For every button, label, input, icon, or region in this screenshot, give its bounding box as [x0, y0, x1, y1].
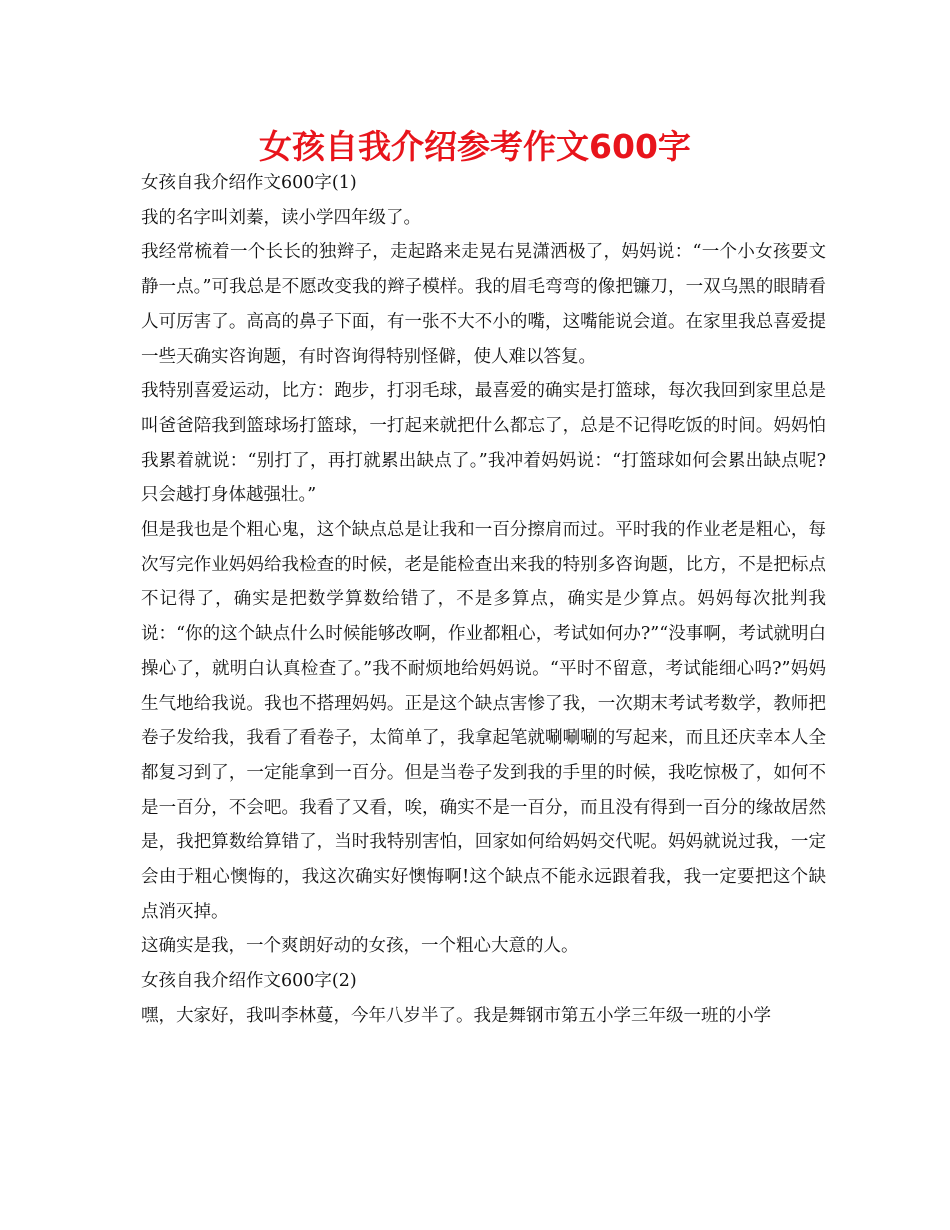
paragraph-second-intro: 嘿，大家好，我叫李林蔓，今年八岁半了。我是舞钢市第五小学三年级一班的小学 — [141, 1005, 771, 1026]
paragraph-name-intro: 我的名字叫刘蓁，读小学四年级了。 — [141, 207, 421, 228]
section-heading-1: 女孩自我介绍作文600字(1) — [141, 173, 357, 193]
document-body — [141, 166, 826, 1034]
paragraph-conclusion: 这确实是我，一个爽朗好动的女孩，一个粗心大意的人。 — [141, 936, 579, 957]
document-title: 女孩自我介绍参考作文600字 — [259, 127, 691, 166]
paragraph-carelessness: 但是我也是个粗心鬼，这个缺点总是让我和一百分擦肩而过。平时我的作业老是粗心，每次写完作业妈妈给我检查的时候，老是能检查出来我的特别多咨询题，比方，不是把标点不记得了，确实是把数学算数给错了，不是多算点，确实是少算点。妈妈每次批判我说：“你的这个缺点什么时候能够改啊，作业都粗心，考试如何办?”“没事啊，考试就明白操心了，就明白认真检查了。”我不耐烦地给妈妈说。“平时不留意，考试能细心吗?”妈妈生气地给我说。我也不搭理妈妈。正是这个缺点害惨了我，一次期末考试考数学，教师把卷子发给我，我看了看卷子，太简单了，我拿起笔就唰唰唰的写起来，而且还庆幸本人全都复习到了，一定能拿到一百分。但是当卷子发到我的手里的时候，我吃惊极了，如何不是一百分，不会吧。我看了又看，唉，确实不是一百分，而且没有得到一百分的缘故居然是，我把算数给算错了，当时我特别害怕，回家如何给妈妈交代呢。妈妈就说过我，一定会由于粗心懊悔的，我这次确实好懊悔啊!这个缺点不能永远跟着我，我一定要把这个缺点消灭掉。 — [141, 520, 826, 922]
paragraph-appearance: 我经常梳着一个长长的独辫子，走起路来走晃右晃潇洒极了，妈妈说：“一个小女孩要文静一点。”可我总是不愿改变我的辫子模样。我的眉毛弯弯的像把镰刀，一双乌黑的眼睛看人可厉害了。高高的鼻子下面，有一张不大不小的嘴，这嘴能说会道。在家里我总喜爱提一些天确实咨询题，有时咨询得特别怪僻，使人难以答复。 — [141, 242, 826, 367]
section-heading-2: 女孩自我介绍作文600字(2) — [141, 971, 357, 992]
paragraph-sports: 我特别喜爱运动，比方：跑步，打羽毛球，最喜爱的确实是打篮球，每次我回到家里总是叫爸爸陪我到篮球场打篮球，一打起来就把什么都忘了，总是不记得吃饭的时间。妈妈怕我累着就说：“别打了，再打就累出缺点了。”我冲着妈妈说：“打篮球如何会累出缺点呢?只会越打身体越强壮。” — [141, 381, 826, 506]
